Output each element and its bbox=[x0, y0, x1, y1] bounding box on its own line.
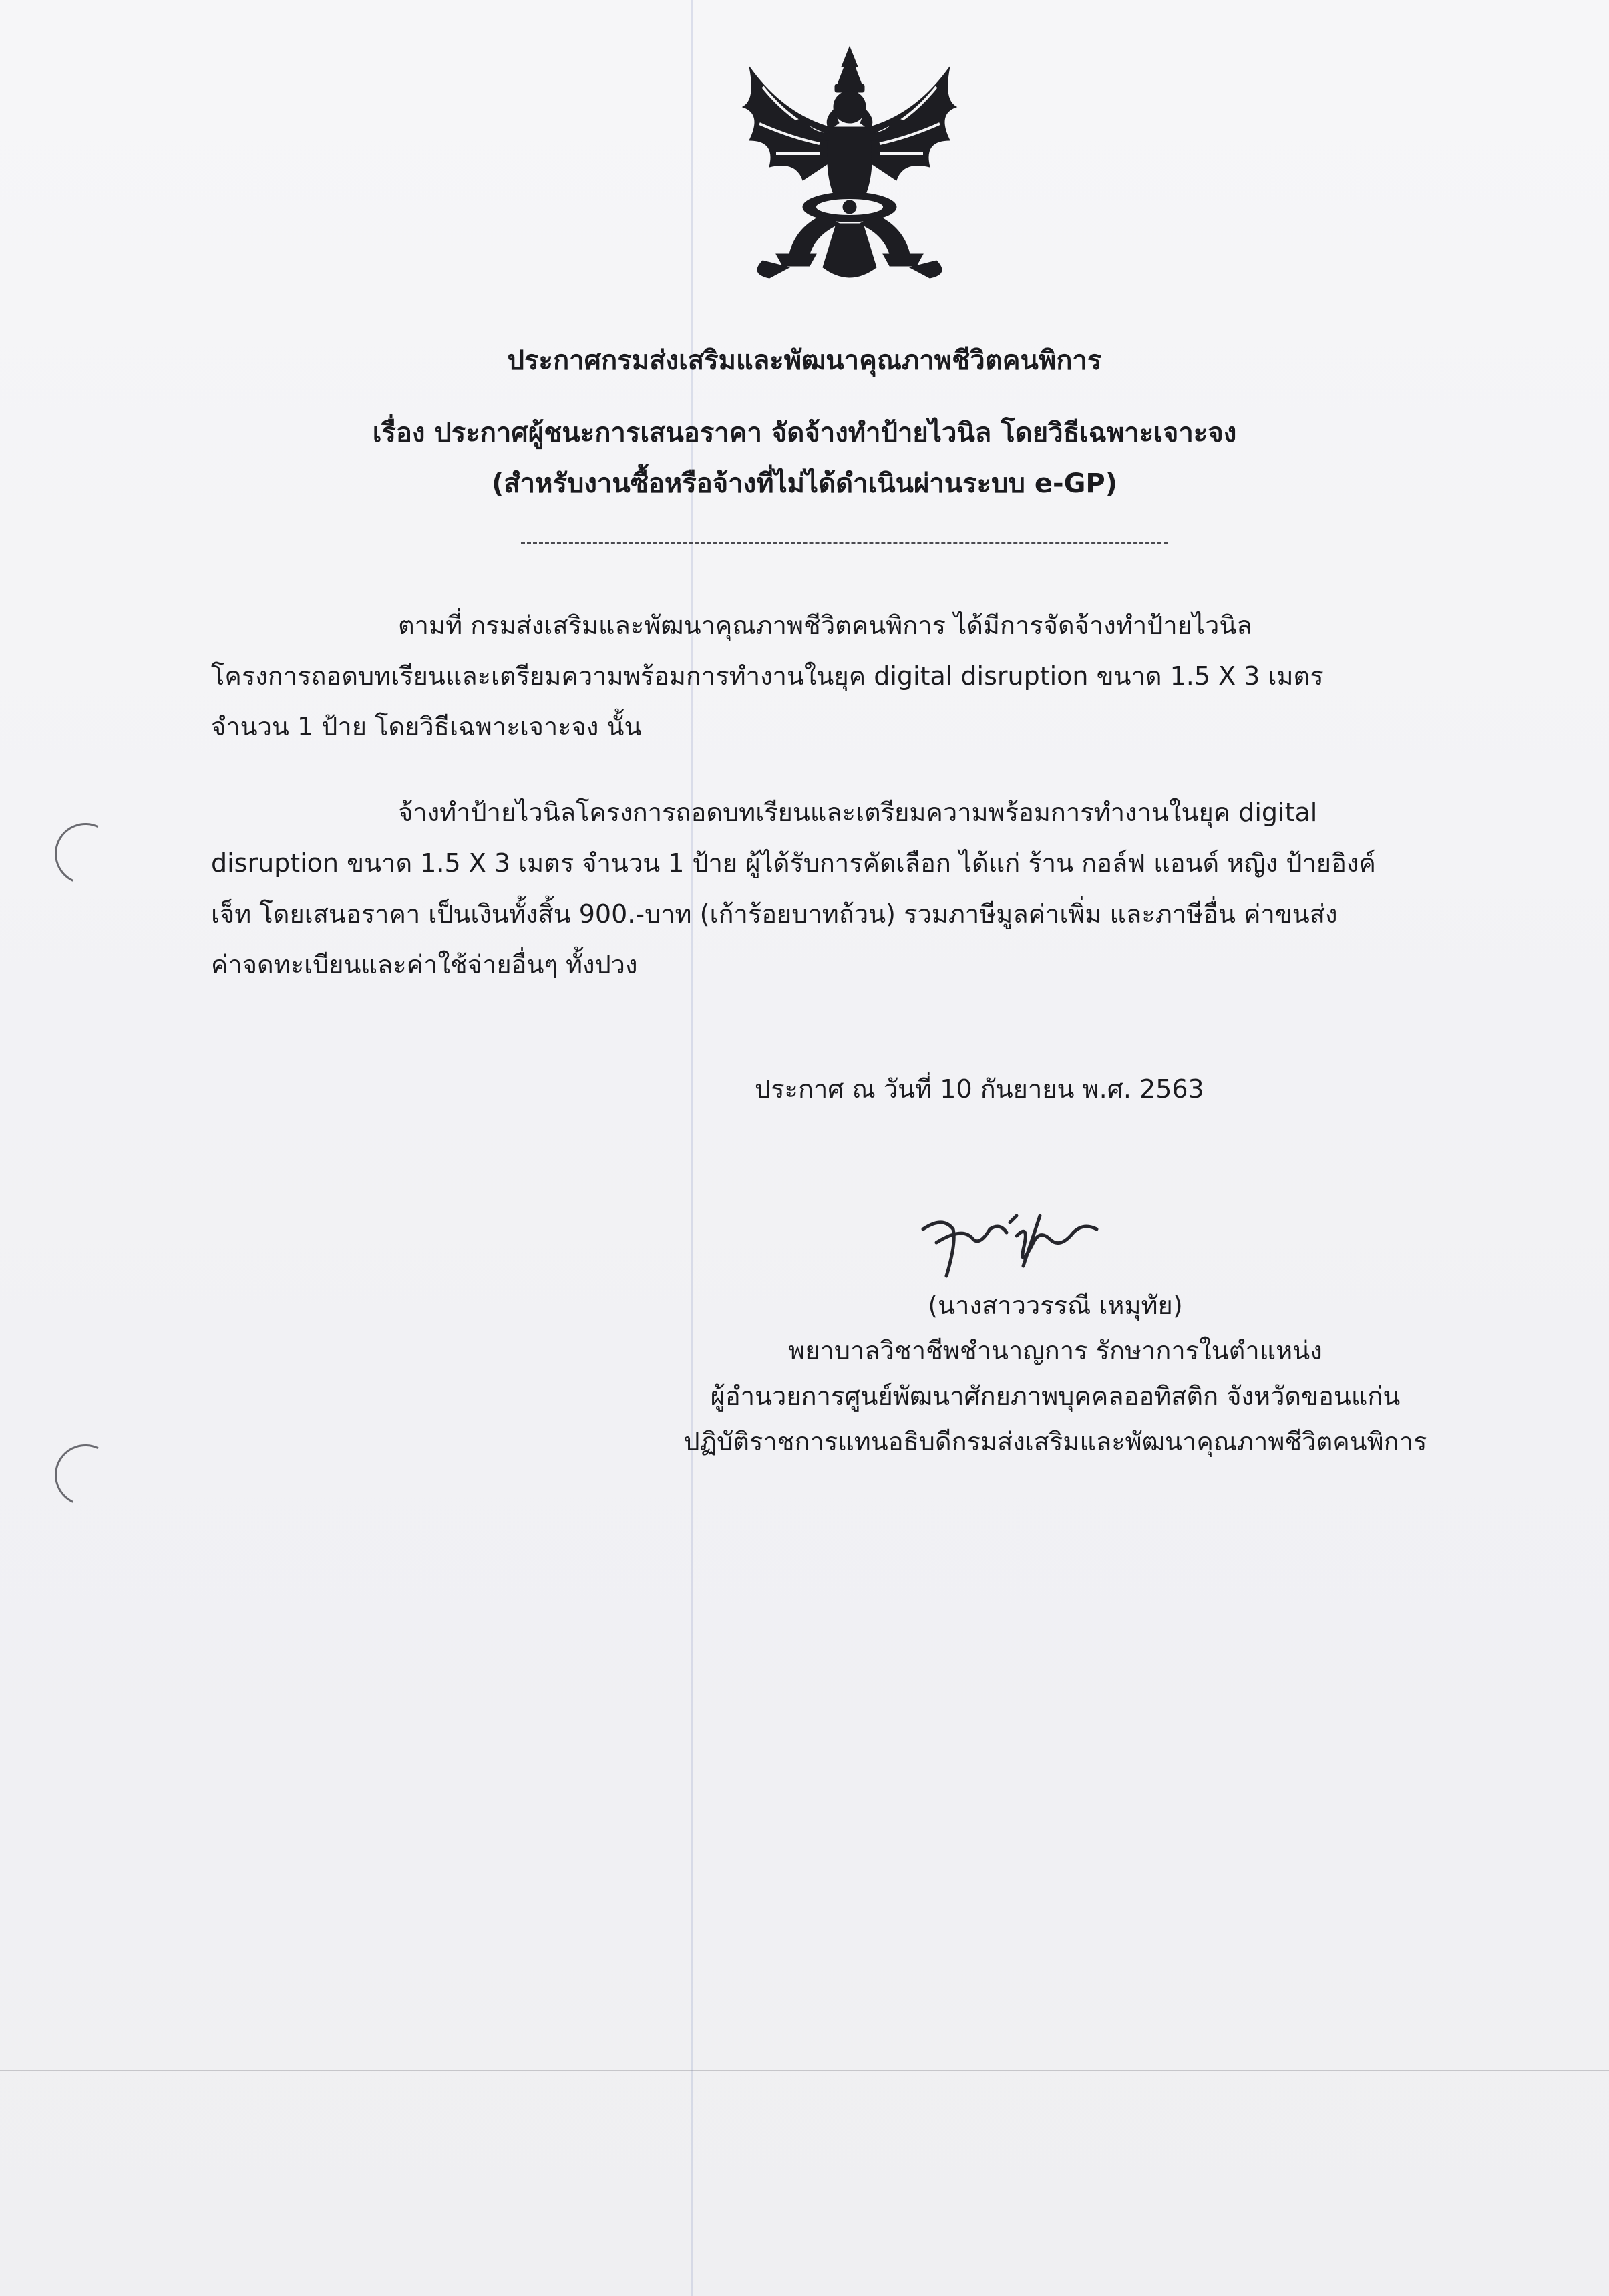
document-title-line-1: ประกาศกรมส่งเสริมและพัฒนาคุณภาพชีวิตคนพิการ bbox=[507, 345, 1102, 376]
paragraph-2-line: ค่าจดทะเบียนและค่าใช้จ่ายอื่นๆ ทั้งปวง bbox=[211, 950, 638, 979]
paragraph-1-line: โครงการถอดบทเรียนและเตรียมความพร้อมการทำงานในยุค digital disruption ขนาด 1.5 X 3 เมตร bbox=[211, 661, 1324, 691]
signer-position-2: ผู้อำนวยการศูนย์พัฒนาศักยภาพบุคคลออทิสติก จังหวัดขอนแก่น bbox=[710, 1381, 1401, 1411]
punch-hole bbox=[46, 814, 125, 893]
garuda-emblem-icon bbox=[723, 40, 976, 294]
signer-position-1: พยาบาลวิชาชีพชำนาญการ รักษาการในตำแหน่ง bbox=[788, 1336, 1322, 1365]
punch-hole bbox=[46, 1436, 125, 1514]
paragraph-2-line: disruption ขนาด 1.5 X 3 เมตร จำนวน 1 ป้าย ผู้ได้รับการคัดเลือก ได้แก่ ร้าน กอล์ฟ แอนด์ หญิง ป้ายอิงค์ bbox=[211, 848, 1376, 878]
paragraph-2-line: จ้างทำป้ายไวนิลโครงการถอดบทเรียนและเตรียมความพร้อมการทำงานในยุค digital bbox=[398, 798, 1318, 827]
title-separator bbox=[521, 542, 1168, 544]
document-title-line-3: (สำหรับงานซื้อหรือจ้างที่ไม่ได้ดำเนินผ่านระบบ e-GP) bbox=[491, 468, 1118, 499]
signer-position-3: ปฏิบัติราชการแทนอธิบดีกรมส่งเสริมและพัฒนาคุณภาพชีวิตคนพิการ bbox=[683, 1427, 1427, 1456]
announcement-date: ประกาศ ณ วันที่ 10 กันยายน พ.ศ. 2563 bbox=[755, 1074, 1204, 1104]
paragraph-1 bbox=[211, 600, 1464, 752]
signer-name: (นางสาววรรณี เหมุทัย) bbox=[928, 1291, 1183, 1320]
scan-edge-line bbox=[0, 2070, 1609, 2071]
paragraph-1-line: ตามที่ กรมส่งเสริมและพัฒนาคุณภาพชีวิตคนพิการ ได้มีการจัดจ้างทำป้ายไวนิล bbox=[398, 611, 1252, 640]
paragraph-2 bbox=[211, 787, 1464, 990]
handwritten-signature bbox=[916, 1202, 1143, 1289]
paragraph-2-line: เจ็ท โดยเสนอราคา เป็นเงินทั้งสิ้น 900.-บาท (เก้าร้อยบาทถ้วน) รวมภาษีมูลค่าเพิ่ม และภาษีอื่น ค่าขนส่ง bbox=[211, 899, 1338, 929]
paragraph-1-line: จำนวน 1 ป้าย โดยวิธีเฉพาะเจาะจง นั้น bbox=[211, 712, 642, 742]
signer-block bbox=[588, 1283, 1523, 1464]
document-title-line-2: เรื่อง ประกาศผู้ชนะการเสนอราคา จัดจ้างทำป้ายไวนิล โดยวิธีเฉพาะเจาะจง bbox=[372, 418, 1237, 448]
